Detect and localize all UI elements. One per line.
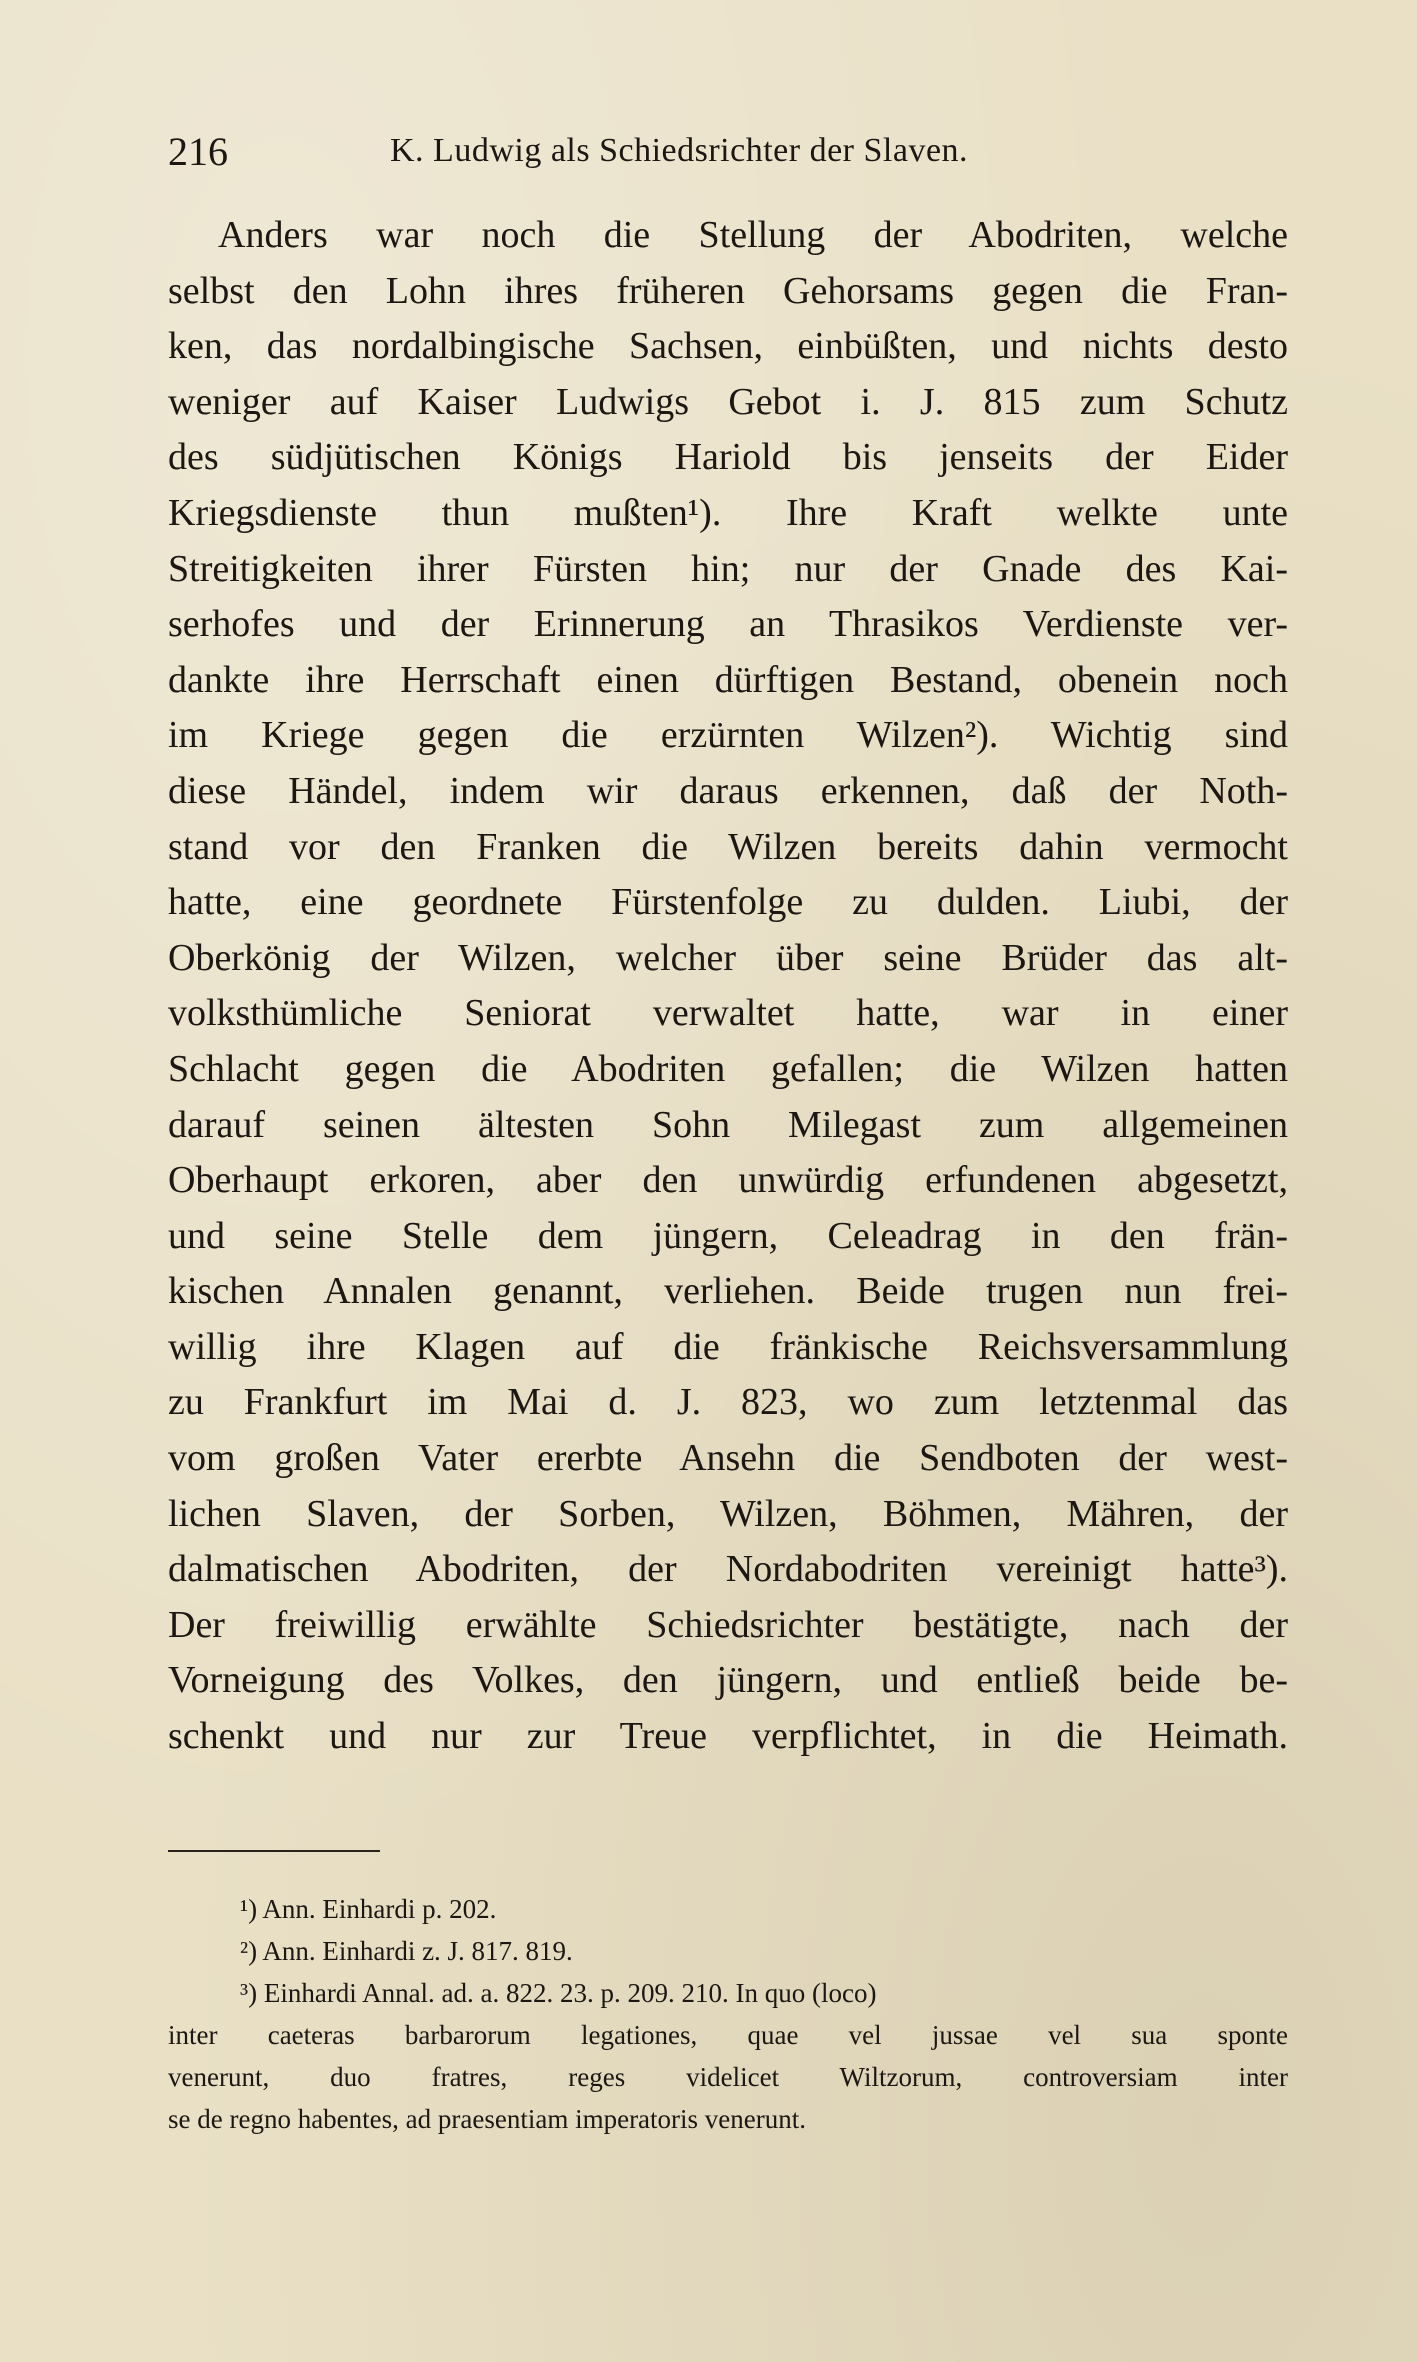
text-line: stand vor den Franken die Wilzen bereits dahin vermocht <box>168 825 1288 868</box>
text-line: dankte ihre Herrschaft einen dürftigen Bestand, obenein noch <box>168 658 1288 701</box>
text-line: dalmatischen Abodriten, der Nordabodriten vereinigt hatte³). <box>168 1548 1288 1591</box>
text-line: kischen Annalen genannt, verliehen. Beide trugen nun frei- <box>168 1270 1288 1313</box>
text-line: Der freiwillig erwählte Schiedsrichter bestätigte, nach der <box>168 1603 1288 1646</box>
footnote-3: ³) Einhardi Annal. ad. a. 822. 23. p. 209. 210. In quo (loco) <box>240 1978 877 2008</box>
text-line: vom großen Vater ererbte Ansehn die Sendboten der west- <box>168 1437 1288 1480</box>
footnote-3-continuation: se de regno habentes, ad praesentiam imperatoris venerunt. <box>168 2104 807 2134</box>
footnote-1: ¹) Ann. Einhardi p. 202. <box>240 1894 497 1924</box>
text-line: weniger auf Kaiser Ludwigs Gebot i. J. 815 zum Schutz <box>168 380 1288 423</box>
text-line: und seine Stelle dem jüngern, Celeadrag in den frän- <box>168 1214 1288 1257</box>
text-line: zu Frankfurt im Mai d. J. 823, wo zum letztenmal das <box>168 1381 1288 1424</box>
page-number: 216 <box>168 129 228 174</box>
text-line: hatte, eine geordnete Fürstenfolge zu dulden. Liubi, der <box>168 881 1288 924</box>
footnote-2: ²) Ann. Einhardi z. J. 817. 819. <box>240 1936 573 1966</box>
text-line: ken, das nordalbingische Sachsen, einbüßten, und nichts desto <box>168 325 1288 368</box>
text-line: Streitigkeiten ihrer Fürsten hin; nur der Gnade des Kai- <box>168 547 1288 590</box>
text-line: selbst den Lohn ihres früheren Gehorsams gegen die Fran- <box>168 269 1288 312</box>
footnote-3-continuation: inter caeteras barbarorum legationes, quae vel jussae vel sua sponte <box>168 2020 1288 2050</box>
text-line: Oberhaupt erkoren, aber den unwürdig erfundenen abgesetzt, <box>168 1159 1288 1202</box>
text-line: Schlacht gegen die Abodriten gefallen; die Wilzen hatten <box>168 1047 1288 1090</box>
footnote-divider <box>168 1850 380 1852</box>
text-line: Oberkönig der Wilzen, welcher über seine Brüder das alt- <box>168 936 1288 979</box>
text-line: Vorneigung des Volkes, den jüngern, und entließ beide be- <box>168 1659 1288 1702</box>
text-line: schenkt und nur zur Treue verpflichtet, in die Heimath. <box>168 1715 1288 1758</box>
text-line: volksthümliche Seniorat verwaltet hatte, war in einer <box>168 992 1288 1035</box>
text-line: Kriegsdienste thun mußten¹). Ihre Kraft welkte unte <box>168 491 1288 534</box>
text-line: des südjütischen Königs Hariold bis jenseits der Eider <box>168 436 1288 479</box>
body-text <box>168 208 1288 1765</box>
text-line: im Kriege gegen die erzürnten Wilzen²). Wichtig sind <box>168 714 1288 757</box>
running-title: K. Ludwig als Schiedsrichter der Slaven. <box>390 132 969 169</box>
footnotes <box>168 1888 1288 2140</box>
footnote-3-continuation: venerunt, duo fratres, reges videlicet Wiltzorum, controversiam inter <box>168 2062 1288 2092</box>
text-line: darauf seinen ältesten Sohn Milegast zum allgemeinen <box>168 1103 1288 1146</box>
page-header <box>168 128 1288 188</box>
text-line: Anders war noch die Stellung der Abodriten, welche <box>218 214 1288 256</box>
text-line: serhofes und der Erinnerung an Thrasikos Verdienste ver- <box>168 603 1288 646</box>
text-line: willig ihre Klagen auf die fränkische Reichsversammlung <box>168 1325 1288 1368</box>
text-line: diese Händel, indem wir daraus erkennen, daß der Noth- <box>168 769 1288 812</box>
text-line: lichen Slaven, der Sorben, Wilzen, Böhmen, Mähren, der <box>168 1492 1288 1535</box>
